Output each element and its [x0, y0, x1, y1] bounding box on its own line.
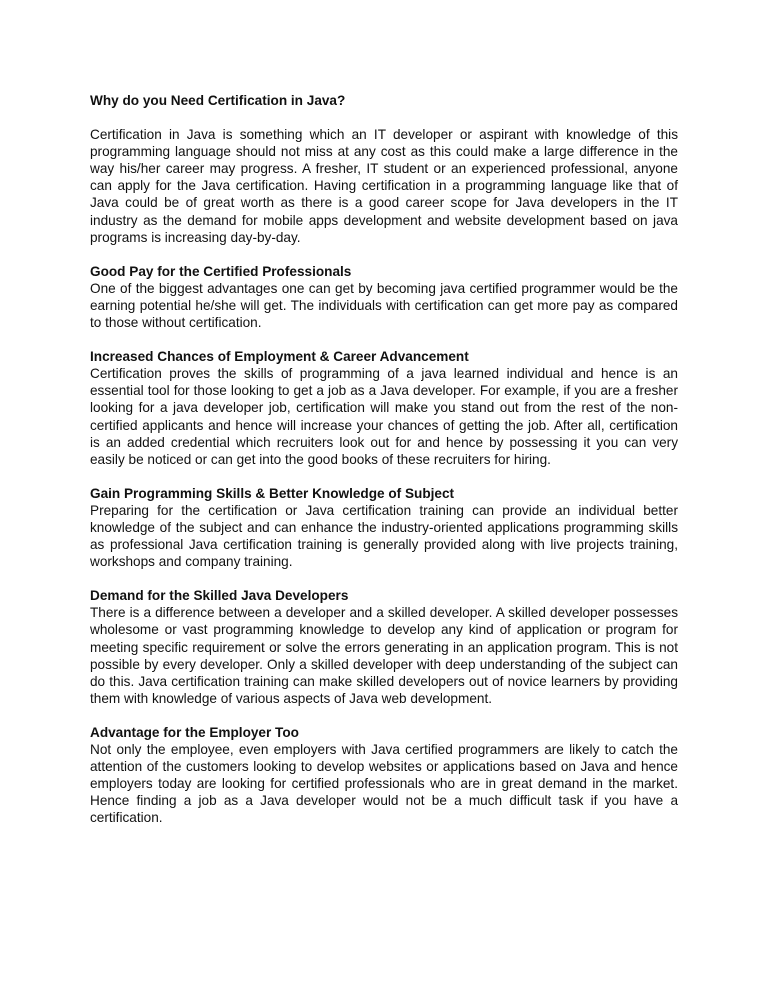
section-employment-chances [90, 348, 678, 468]
section-good-pay [90, 263, 678, 331]
section-body: One of the biggest advantages one can get by becoming java certified programmer would be the earning potential he/she will get. The individuals with certification can get more pay as compared to those without certification. [90, 280, 678, 331]
section-heading: Increased Chances of Employment & Career Advancement [90, 349, 469, 365]
document-title: Why do you Need Certification in Java? [90, 93, 346, 108]
section-skilled-developers [90, 587, 678, 707]
section-body: Not only the employee, even employers with Java certified programmers are likely to catch the attention of the customers looking to develop websites or applications based on Java and hence employers today are looking for certified professionals who are in great demand in the market. Hence finding a job as a Java developer would not be a much difficult task if you have a certification. [90, 742, 678, 826]
section-heading: Gain Programming Skills & Better Knowledge of Subject [90, 485, 455, 501]
section-body: Certification proves the skills of programming of a java learned individual and hence is an essential tool for those looking to get a job as a Java developer. For example, if you are a fresher looking for a java developer job, certification will make you stand out from the rest of the non-certified applicants and hence will increase your chances of getting the job. After all, certification is an added credential which recruiters look out for and hence by possessing it you can very easily be noticed or can get into the good books of these recruiters for hiring. [90, 366, 678, 467]
section-heading: Good Pay for the Certified Professionals [90, 263, 352, 279]
section-body: Preparing for the certification or Java certification training can provide an individual better knowledge of the subject and can enhance the industry-oriented applications programming skills as professional Java certification training is generally provided along with live projects training, workshops and company training. [90, 502, 678, 570]
section-heading: Demand for the Skilled Java Developers [90, 588, 349, 604]
section-employer-advantage [90, 724, 678, 827]
document-page [90, 92, 678, 843]
section-heading: Advantage for the Employer Too [90, 724, 299, 740]
section-body: There is a difference between a developer and a skilled developer. A skilled developer possesses wholesome or vast programming knowledge to develop any kind of application or program for meeting specific requirement or solve the errors generating in an application program. This is not possible by every developer. Only a skilled developer with deep understanding of the subject can do this. Java certification training can make skilled developers out of novice learners by providing them with knowledge of various aspects of Java web development. [90, 605, 678, 706]
intro-paragraph: Certification in Java is something which an IT developer or aspirant with knowledge of this programming language should not miss at any cost as this could make a large difference in the way his/her career may progress. A fresher, IT student or an experienced professional, anyone can apply for the Java certification. Having certification in a programming language like that of Java could be of great worth as there is a good career scope for Java developers in the IT industry as the demand for mobile apps development and website development based on java programs is increasing day-by-day. [90, 127, 678, 245]
section-programming-skills [90, 485, 678, 570]
